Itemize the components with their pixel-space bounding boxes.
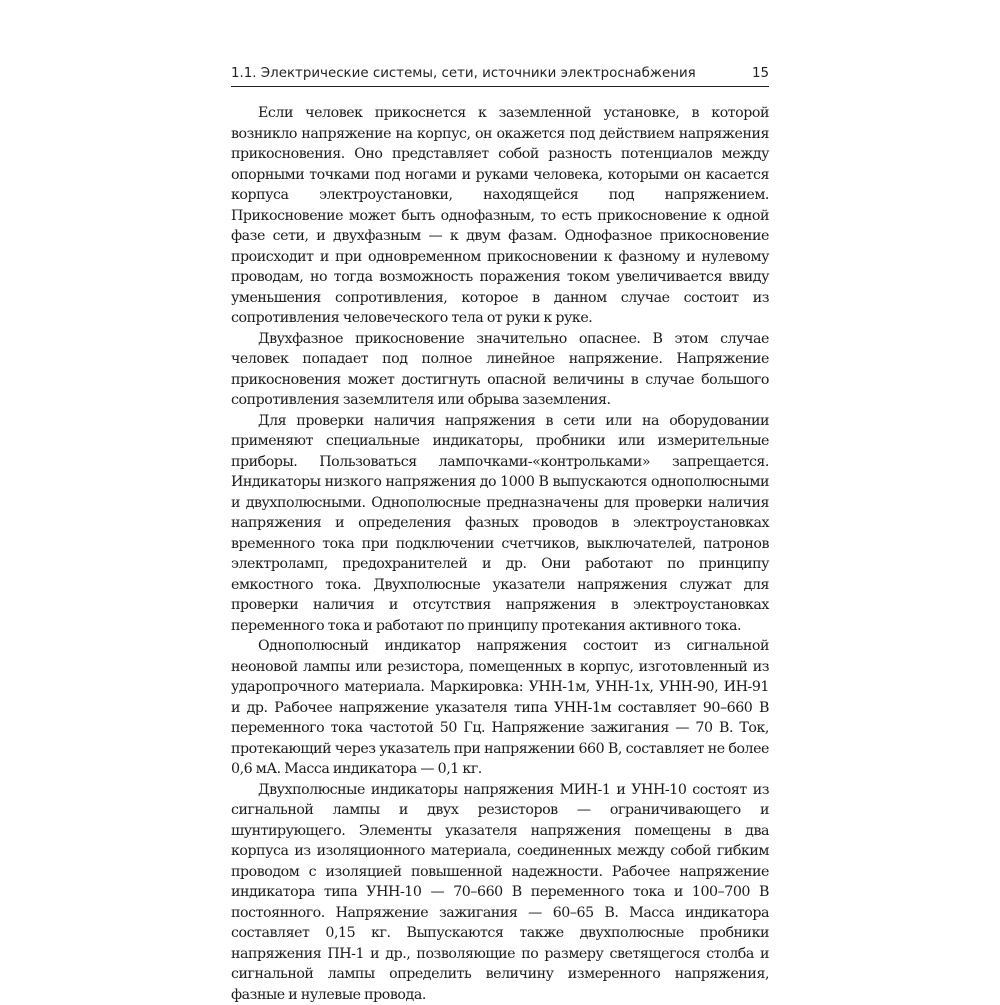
running-header (231, 66, 769, 87)
body-text (231, 103, 769, 1005)
paragraph: Для проверки наличия напряжения в сети или на оборудовании применяют специальные индикаторы, пробники или измерительные приборы. Пользоваться лампочками-«контрольками» запрещается. Индикаторы низкого напряжения до 1000 В выпускаются однополюсными и двухполюсными. Однополюсные предназначены для проверки наличия напряжения и определения фазных проводов в электроустановках временного тока при подключении счетчиков, выключателей, патронов электроламп, предохранителей и др. Они работают по принципу емкостного тока. Двухполюсные указатели напряжения служат для проверки наличия и отсутствия напряжения в электроустановках переменного тока и работают по принципу протекания активного тока. (231, 411, 769, 637)
paragraph: Двухполюсные индикаторы напряжения МИН-1 и УНН-10 состоят из сигнальной лампы и двух резисторов — ограничивающего и шунтирующего. Элементы указателя напряжения помещены в два корпуса из изоляционного материала, соединенных между собой гибким проводом с изоляцией повышенной надежности. Рабочее напряжение индикатора типа УНН-10 — 70–660 В переменного тока и 100–700 В постоянного. Напряжение зажигания — 60–65 В. Масса индикатора составляет 0,15 кг. Выпускаются также двухполюсные пробники напряжения ПН-1 и др., позволяющие по размеру светящегося столба и сигнальной лампы определить величину измеренного напряжения, фазные и нулевые провода. (231, 780, 769, 1005)
book-page (231, 56, 769, 1005)
section-title: 1.1. Электрические системы, сети, источники электроснабжения (231, 66, 696, 81)
paragraph: Двухфазное прикосновение значительно опаснее. В этом случае человек попадает под полное линейное напряжение. Напряжение прикосновения может достигнуть опасной величины в случае большого сопротивления заземлителя или обрыва заземления. (231, 329, 769, 411)
paragraph: Если человек прикоснется к заземленной установке, в которой возникло напряжение на корпус, он окажется под действием напряжения прикосновения. Оно представляет собой разность потенциалов между опорными точками под ногами и руками человека, которыми он касается корпуса электроустановки, находящейся под напряжением. Прикосновение может быть однофазным, то есть прикосновение к одной фазе сети, и двухфазным — к двум фазам. Однофазное прикосновение происходит и при одновременном прикосновении к фазному и нулевому проводам, но тогда возможность поражения током увеличивается ввиду уменьшения сопротивления, которое в данном случае состоит из сопротивления человеческого тела от руки к руке. (231, 103, 769, 329)
page-number: 15 (752, 66, 769, 81)
paragraph: Однополюсный индикатор напряжения состоит из сигнальной неоновой лампы или резистора, помещенных в корпус, изготовленный из ударопрочного материала. Маркировка: УНН-1м, УНН-1х, УНН-90, ИН-91 и др. Рабочее напряжение указателя типа УНН-1м составляет 90–660 В переменного тока частотой 50 Гц. Напряжение зажигания — 70 В. Ток, протекающий через указатель при напряжении 660 В, составляет не более 0,6 мА. Масса индикатора — 0,1 кг. (231, 636, 769, 780)
